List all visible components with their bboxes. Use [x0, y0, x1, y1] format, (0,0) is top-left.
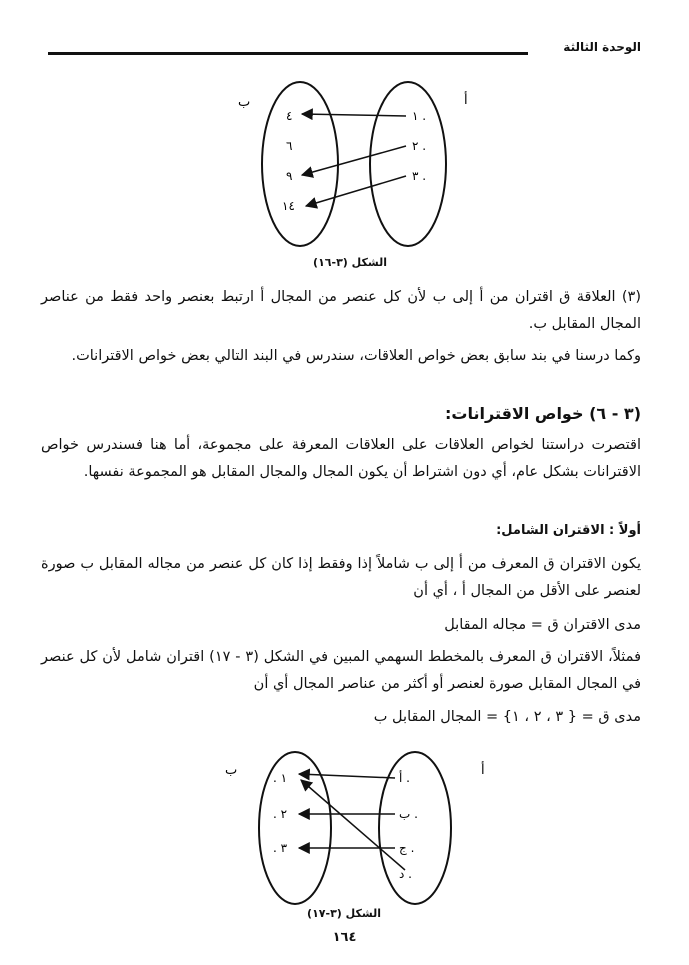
figure-caption: الشكل (٣-١٧) — [307, 907, 381, 920]
domain-element: ٣ . — [412, 169, 427, 183]
paragraph: فمثلاً، الاقتران ق المعرف بالمخطط السهمي المبين في الشكل (٣ - ١٧) اقتران شامل لأن كل عنصر في المجال المقابل صورة لعنصر أو أكثر من عناصر المجال أي أن — [41, 649, 642, 692]
codomain-element: ١٤ — [282, 199, 295, 213]
paragraph: وكما درسنا في بند سابق بعض خواص العلاقات، سندرس في البند التالي بعض خواص الاقترانات. — [71, 348, 641, 364]
formula: مدى الاقتران ق = مجاله المقابل — [444, 617, 641, 633]
arrow — [302, 146, 406, 175]
domain-ellipse — [370, 82, 446, 246]
domain-element: د . — [399, 867, 412, 881]
arrow — [299, 774, 395, 778]
paragraph: اقتصرت دراستنا لخواص العلاقات على العلاقات المعرفة على مجموعة، أما هنا فسندرس خواص الاقترانات بشكل عام، أي دون اشتراط أن يكون المجال والمجال المقابل هو المجموعة نفسها. — [41, 437, 641, 480]
paragraph: يكون الاقتران ق المعرف من أ إلى ب شاملاً إذا وفقط إذا كان كل عنصر من مجاله المقابل ب صورة لعنصر على الأقل من المجال أ ، أي أن — [41, 556, 641, 599]
set-a-label: أ — [481, 763, 485, 778]
header-rule — [48, 52, 528, 55]
domain-element: ب . — [399, 807, 418, 821]
set-b-label: ب — [225, 763, 238, 778]
page-number: ١٦٤ — [332, 930, 357, 945]
formula: مدى ق = { ٣ ، ٢ ، ١} = المجال المقابل ب — [373, 709, 641, 725]
codomain-ellipse — [262, 82, 338, 246]
codomain-element: ٦ — [286, 139, 293, 153]
figure-caption: الشكل (٣-١٦) — [313, 256, 387, 269]
section-heading: (٣ - ٦) خواص الاقترانات: — [445, 404, 641, 423]
arrow — [302, 114, 406, 116]
paragraph: (٣) العلاقة ق اقتران من أ إلى ب لأن كل عنصر من المجال أ ارتبط بعنصر واحد فقط من عناصر المجال المقابل ب. — [41, 289, 641, 332]
set-b-label: ب — [238, 95, 251, 110]
set-a-label: أ — [464, 93, 468, 108]
codomain-element: . ٢ — [273, 807, 288, 821]
arrow — [301, 780, 405, 870]
domain-element: أ . — [399, 771, 410, 785]
codomain-element: . ١ — [273, 771, 288, 785]
domain-ellipse — [379, 752, 451, 904]
arrow-diagram-16 — [230, 78, 490, 250]
codomain-element: ٩ — [286, 169, 293, 183]
unit-title: الوحدة الثالثة — [563, 40, 641, 54]
domain-element: ج . — [399, 841, 415, 855]
domain-element: ٢ . — [412, 139, 427, 153]
codomain-element: . ٣ — [273, 841, 288, 855]
arrow-diagram-17 — [215, 744, 505, 906]
subheading: أولاً : الاقتران الشامل: — [496, 523, 641, 538]
codomain-element: ٤ — [286, 109, 293, 123]
domain-element: ١ . — [412, 109, 427, 123]
arrow — [306, 176, 406, 206]
